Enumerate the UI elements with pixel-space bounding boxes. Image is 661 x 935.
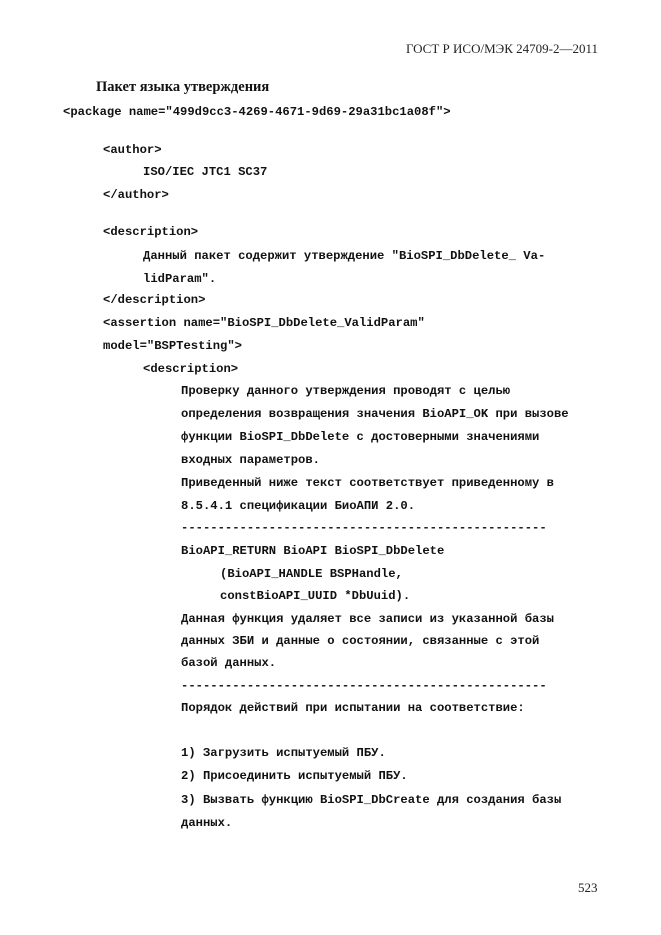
code-line: <package name="499d9cc3-4269-4671-9d69-29a31bc1a08f"> bbox=[63, 105, 451, 119]
code-line: <assertion name="BioSPI_DbDelete_ValidParam" bbox=[103, 316, 425, 330]
code-line: BioAPI_RETURN BioAPI BioSPI_DbDelete bbox=[181, 544, 445, 558]
code-line: </author> bbox=[103, 188, 169, 202]
code-line: Проверку данного утверждения проводят с целью bbox=[181, 384, 511, 398]
code-line: -------------------------------------------------- bbox=[181, 521, 547, 535]
section-heading: Пакет языка утверждения bbox=[96, 79, 270, 95]
code-line: <author> bbox=[103, 143, 162, 157]
code-line: определения возвращения значения BioAPI_OK при вызове bbox=[181, 407, 569, 421]
code-line: Данная функция удаляет все записи из указанной базы bbox=[181, 612, 554, 626]
code-line: функции BioSPI_DbDelete с достоверными значениями bbox=[181, 430, 540, 444]
code-line: ISO/IEC JTC1 SC37 bbox=[143, 165, 268, 179]
code-line: constBioAPI_UUID *DbUuid). bbox=[220, 589, 411, 603]
page-number: 523 bbox=[578, 880, 598, 895]
code-line: 3) Вызвать функцию BioSPI_DbCreate для создания базы bbox=[181, 793, 562, 807]
code-line: данных ЗБИ и данные о состоянии, связанные с этой bbox=[181, 634, 540, 648]
code-line: (BioAPI_HANDLE BSPHandle, bbox=[220, 567, 403, 581]
code-line: 1) Загрузить испытуемый ПБУ. bbox=[181, 746, 386, 760]
document-header: ГОСТ Р ИСО/МЭК 24709-2—2011 bbox=[405, 41, 598, 56]
code-line: Порядок действий при испытании на соответствие: bbox=[181, 701, 525, 715]
code-line: <description> bbox=[143, 362, 239, 376]
code-line: </description> bbox=[103, 293, 206, 307]
code-line: входных параметров. bbox=[181, 453, 320, 467]
code-line: базой данных. bbox=[181, 656, 277, 670]
code-line: model="BSPTesting"> bbox=[103, 339, 242, 353]
code-line: 8.5.4.1 спецификации БиоАПИ 2.0. bbox=[181, 499, 416, 513]
code-line: 2) Присоединить испытуемый ПБУ. bbox=[181, 769, 408, 783]
code-line: данных. bbox=[181, 816, 233, 830]
code-line: -------------------------------------------------- bbox=[181, 679, 547, 693]
code-line: Приведенный ниже текст соответствует приведенному в bbox=[181, 476, 554, 490]
code-line: <description> bbox=[103, 225, 199, 239]
code-line: Данный пакет содержит утверждение "BioSPI_DbDelete_ Va- bbox=[143, 249, 546, 263]
code-line: lidParam". bbox=[143, 272, 217, 286]
